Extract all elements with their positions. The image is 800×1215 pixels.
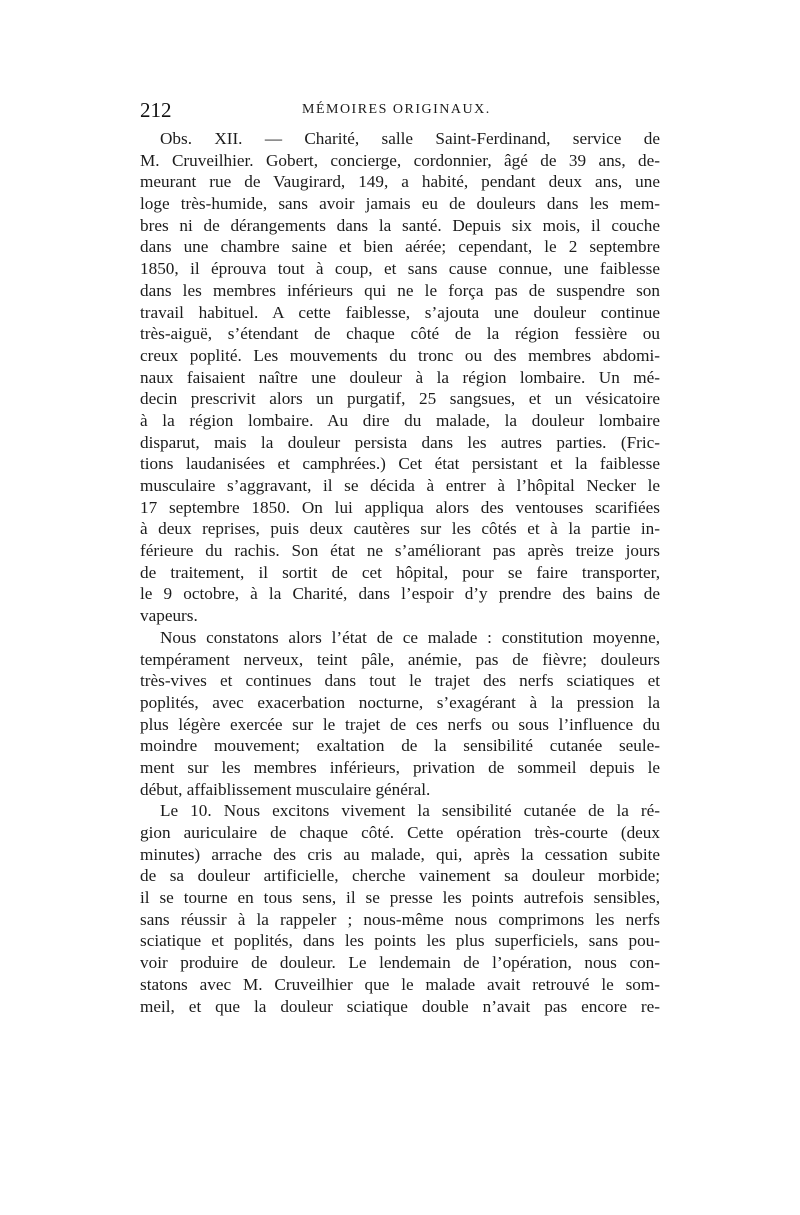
text-line: de traitement, il sortit de cet hôpital, pour se faire transporter, bbox=[140, 562, 660, 582]
text-line: le 9 octobre, à la Charité, dans l’espoir d’y prendre des bains de bbox=[140, 584, 660, 604]
text-line: poplités, avec exacerbation nocturne, s’exagérant à la pression la bbox=[140, 692, 660, 712]
text-line: M. Cruveilhier. Gobert, concierge, cordonnier, âgé de 39 ans, de- bbox=[140, 150, 660, 170]
text-line: minutes) arrache des cris au malade, qui, après la cessation subite bbox=[140, 844, 660, 864]
text-line: ment sur les membres inférieurs, privation de sommeil depuis le bbox=[140, 757, 660, 777]
text-line: gion auriculaire de chaque côté. Cette opération très-courte (deux bbox=[140, 823, 660, 842]
text-line: très-aiguë, s’étendant de chaque côté de la région fessière ou bbox=[140, 324, 660, 344]
text-line: 17 septembre 1850. On lui appliqua alors des ventouses scarifiées bbox=[140, 497, 660, 517]
text-line: dans les membres inférieurs qui ne le força pas de suspendre son bbox=[140, 280, 660, 300]
text-line: sans réussir à la rappeler ; nous-même nous comprimons les nerfs bbox=[140, 909, 660, 929]
text-line: Obs. XII. — Charité, salle Saint-Ferdinand, service de bbox=[160, 129, 660, 148]
text-line: creux poplité. Les mouvements du tronc ou des membres abdomi- bbox=[140, 345, 660, 365]
text-line: tions laudanisées et camphrées.) Cet état persistant et la faiblesse bbox=[140, 454, 660, 474]
paragraph-2 bbox=[140, 627, 660, 801]
text-line: dans une chambre saine et bien aérée; cependant, le 2 septembre bbox=[140, 237, 660, 257]
running-header bbox=[140, 98, 660, 124]
text-line: Nous constatons alors l’état de ce malade : constitution moyenne, bbox=[160, 627, 660, 647]
text-line: très-vives et continues dans tout le trajet des nerfs sciatiques et bbox=[140, 671, 660, 691]
text-line: de sa douleur artificielle, cherche vainement sa douleur morbide; bbox=[140, 866, 660, 886]
paragraph-3 bbox=[140, 800, 660, 1017]
text-line: sciatique et poplités, dans les points les plus superficiels, sans pou- bbox=[140, 931, 660, 951]
text-line: naux faisaient naître une douleur à la région lombaire. Un mé- bbox=[140, 367, 660, 387]
running-title: MÉMOIRES ORIGINAUX. bbox=[302, 102, 491, 117]
text-line: statons avec M. Cruveilhier que le malade avait retrouvé le som- bbox=[140, 974, 660, 994]
text-line: à deux reprises, puis deux cautères sur les côtés et à la partie in- bbox=[140, 519, 660, 539]
text-line: voir produire de douleur. Le lendemain de l’opération, nous con- bbox=[140, 953, 660, 973]
text-line: tempérament nerveux, teint pâle, anémie, pas de fièvre; douleurs bbox=[140, 649, 660, 669]
text-line: il se tourne en tous sens, il se presse les points autrefois sensibles, bbox=[140, 888, 660, 908]
text-line: meil, et que la douleur sciatique double n’avait pas encore re- bbox=[140, 996, 660, 1016]
text-line: début, affaiblissement musculaire général. bbox=[140, 779, 431, 799]
text-line: musculaire s’aggravant, il se décida à entrer à l’hôpital Necker le bbox=[140, 476, 660, 495]
text-line: decin prescrivit alors un purgatif, 25 sangsues, et un vésicatoire bbox=[140, 389, 660, 409]
text-line: moindre mouvement; exaltation de la sensibilité cutanée seule- bbox=[140, 736, 660, 756]
text-line: disparut, mais la douleur persista dans les autres parties. (Fric- bbox=[140, 432, 660, 452]
page-number: 212 bbox=[140, 98, 172, 122]
body-text bbox=[140, 128, 660, 1017]
text-line: 1850, il éprouva tout à coup, et sans cause connue, une faiblesse bbox=[140, 259, 660, 279]
text-line: vapeurs. bbox=[140, 606, 198, 626]
text-line: meurant rue de Vaugirard, 149, a habité, pendant deux ans, une bbox=[140, 172, 660, 192]
text-line: bres ni de dérangements dans la santé. Depuis six mois, il couche bbox=[140, 215, 660, 235]
text-line: loge très-humide, sans avoir jamais eu de douleurs dans les mem- bbox=[140, 194, 660, 214]
text-line: Le 10. Nous excitons vivement la sensibilité cutanée de la ré- bbox=[160, 801, 660, 821]
paragraph-1 bbox=[140, 128, 660, 627]
text-line: férieure du rachis. Son état ne s’améliorant pas après treize jours bbox=[140, 541, 660, 561]
text-line: travail habituel. A cette faiblesse, s’ajouta une douleur continue bbox=[140, 302, 660, 322]
text-line: plus légère exercée sur le trajet de ces nerfs ou sous l’influence du bbox=[140, 714, 660, 734]
text-line: à la région lombaire. Au dire du malade, la douleur lombaire bbox=[140, 410, 660, 430]
